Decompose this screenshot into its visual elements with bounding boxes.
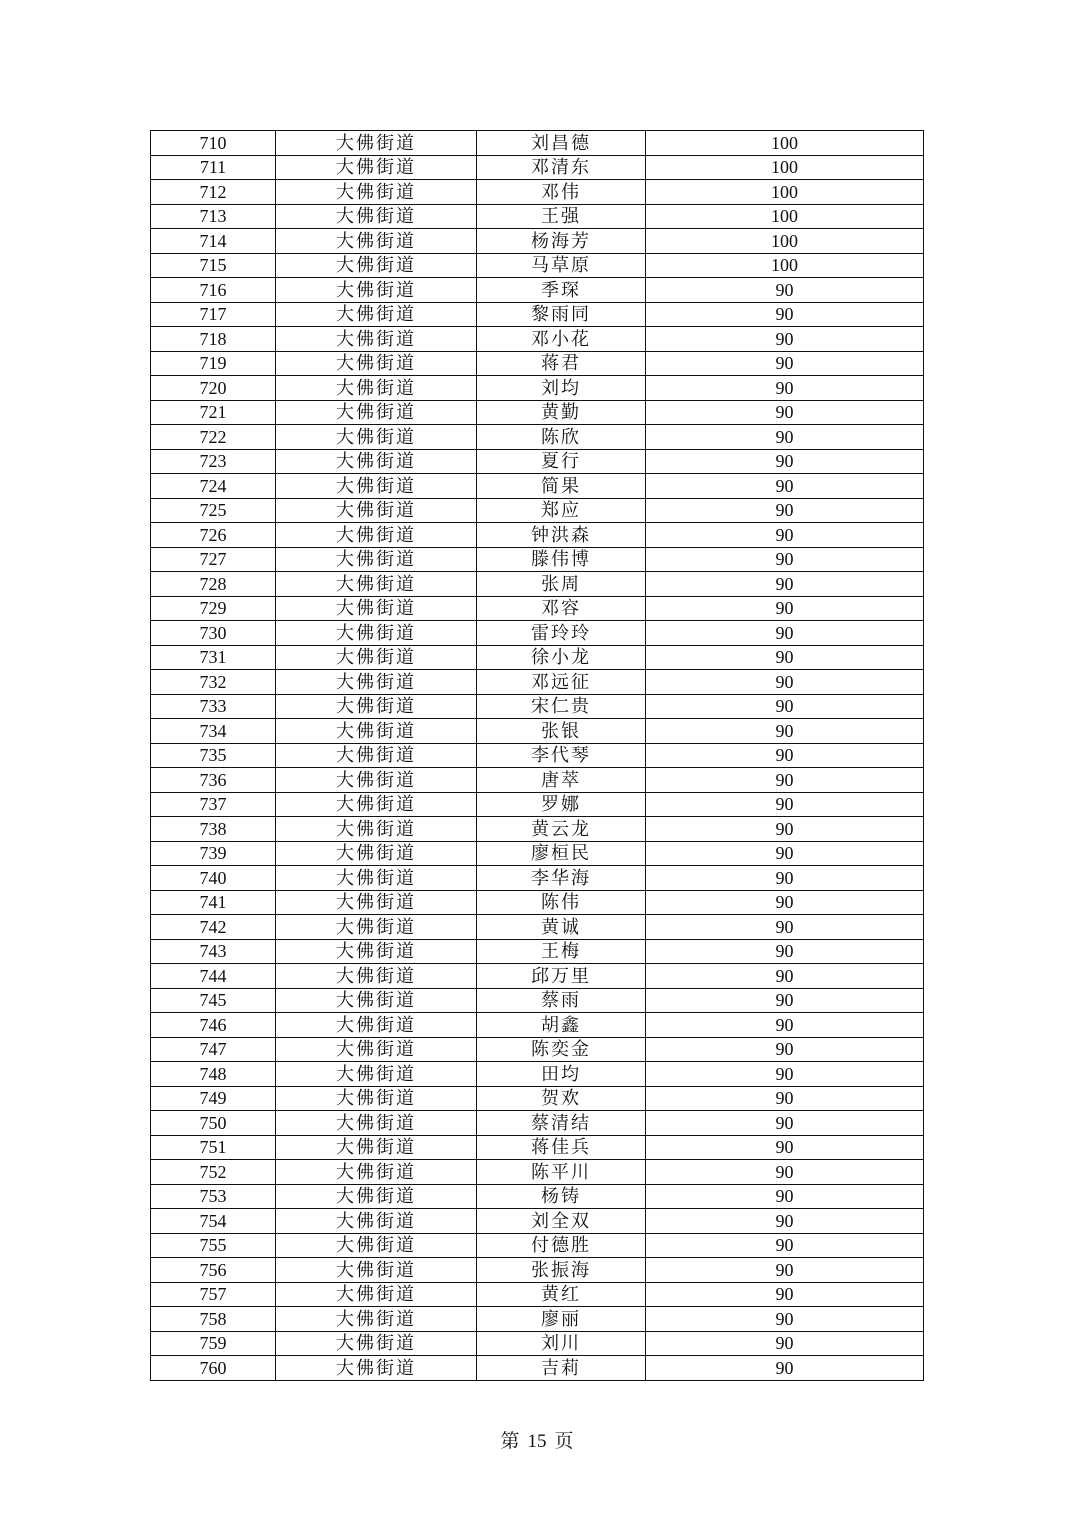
row-number-cell: 710 [151,131,276,156]
table-row [151,572,924,597]
name-cell: 刘昌德 [477,131,646,156]
row-number-cell: 714 [151,229,276,254]
score-cell: 100 [646,180,924,205]
row-number-cell: 747 [151,1037,276,1062]
table-row [151,939,924,964]
score-cell: 90 [646,1209,924,1234]
score-cell: 90 [646,817,924,842]
name-cell: 邓伟 [477,180,646,205]
name-cell: 简果 [477,474,646,499]
row-number-cell: 738 [151,817,276,842]
table-row [151,155,924,180]
roster-table-body [151,131,924,1381]
table-row [151,841,924,866]
row-number-cell: 736 [151,768,276,793]
table-row [151,743,924,768]
name-cell: 王梅 [477,939,646,964]
row-number-cell: 715 [151,253,276,278]
name-cell: 黄红 [477,1282,646,1307]
row-number-cell: 757 [151,1282,276,1307]
name-cell: 蒋佳兵 [477,1135,646,1160]
table-row [151,1209,924,1234]
table-row [151,302,924,327]
name-cell: 邓清东 [477,155,646,180]
table-row [151,817,924,842]
row-number-cell: 720 [151,376,276,401]
score-cell: 90 [646,1111,924,1136]
district-cell: 大佛街道 [276,1209,477,1234]
table-row [151,890,924,915]
district-cell: 大佛街道 [276,1037,477,1062]
name-cell: 张周 [477,572,646,597]
row-number-cell: 713 [151,204,276,229]
name-cell: 贺欢 [477,1086,646,1111]
name-cell: 廖桓民 [477,841,646,866]
table-row [151,327,924,352]
score-cell: 90 [646,596,924,621]
table-row [151,1258,924,1283]
row-number-cell: 748 [151,1062,276,1087]
score-cell: 90 [646,1135,924,1160]
district-cell: 大佛街道 [276,523,477,548]
row-number-cell: 721 [151,400,276,425]
score-cell: 90 [646,866,924,891]
district-cell: 大佛街道 [276,988,477,1013]
score-cell: 90 [646,327,924,352]
row-number-cell: 732 [151,670,276,695]
district-cell: 大佛街道 [276,1258,477,1283]
table-row [151,351,924,376]
row-number-cell: 737 [151,792,276,817]
footer-prefix: 第 [500,1431,520,1452]
table-row [151,1135,924,1160]
table-row [151,1356,924,1381]
table-row [151,915,924,940]
row-number-cell: 749 [151,1086,276,1111]
score-cell: 90 [646,1331,924,1356]
table-row [151,180,924,205]
score-cell: 90 [646,670,924,695]
district-cell: 大佛街道 [276,817,477,842]
score-cell: 90 [646,890,924,915]
row-number-cell: 731 [151,645,276,670]
row-number-cell: 711 [151,155,276,180]
table-row [151,253,924,278]
row-number-cell: 734 [151,719,276,744]
score-cell: 90 [646,1282,924,1307]
table-row [151,964,924,989]
district-cell: 大佛街道 [276,1184,477,1209]
name-cell: 王强 [477,204,646,229]
district-cell: 大佛街道 [276,547,477,572]
row-number-cell: 724 [151,474,276,499]
score-cell: 90 [646,1233,924,1258]
table-row [151,1307,924,1332]
row-number-cell: 717 [151,302,276,327]
name-cell: 刘川 [477,1331,646,1356]
table-row [151,1331,924,1356]
score-cell: 90 [646,425,924,450]
district-cell: 大佛街道 [276,1160,477,1185]
score-cell: 90 [646,621,924,646]
table-row [151,1062,924,1087]
score-cell: 90 [646,988,924,1013]
name-cell: 杨海芳 [477,229,646,254]
table-row [151,400,924,425]
table-row [151,694,924,719]
row-number-cell: 730 [151,621,276,646]
district-cell: 大佛街道 [276,253,477,278]
score-cell: 90 [646,841,924,866]
score-cell: 100 [646,229,924,254]
score-cell: 90 [646,1356,924,1381]
name-cell: 邱万里 [477,964,646,989]
name-cell: 田均 [477,1062,646,1087]
table-row [151,278,924,303]
name-cell: 宋仁贵 [477,694,646,719]
score-cell: 90 [646,915,924,940]
name-cell: 马草原 [477,253,646,278]
row-number-cell: 755 [151,1233,276,1258]
table-row [151,670,924,695]
table-row [151,1111,924,1136]
table-row [151,425,924,450]
district-cell: 大佛街道 [276,792,477,817]
name-cell: 夏行 [477,449,646,474]
score-cell: 90 [646,743,924,768]
table-row [151,719,924,744]
district-cell: 大佛街道 [276,645,477,670]
row-number-cell: 759 [151,1331,276,1356]
row-number-cell: 753 [151,1184,276,1209]
row-number-cell: 725 [151,498,276,523]
name-cell: 陈奕金 [477,1037,646,1062]
district-cell: 大佛街道 [276,474,477,499]
district-cell: 大佛街道 [276,302,477,327]
district-cell: 大佛街道 [276,1135,477,1160]
table-row [151,449,924,474]
score-cell: 90 [646,1184,924,1209]
district-cell: 大佛街道 [276,1356,477,1381]
district-cell: 大佛街道 [276,670,477,695]
district-cell: 大佛街道 [276,841,477,866]
district-cell: 大佛街道 [276,1062,477,1087]
name-cell: 罗娜 [477,792,646,817]
table-row [151,988,924,1013]
district-cell: 大佛街道 [276,498,477,523]
row-number-cell: 754 [151,1209,276,1234]
district-cell: 大佛街道 [276,449,477,474]
table-row [151,792,924,817]
name-cell: 黄诚 [477,915,646,940]
score-cell: 90 [646,1258,924,1283]
score-cell: 90 [646,547,924,572]
table-row [151,768,924,793]
table-row [151,1013,924,1038]
district-cell: 大佛街道 [276,768,477,793]
district-cell: 大佛街道 [276,229,477,254]
footer-suffix: 页 [554,1431,574,1452]
district-cell: 大佛街道 [276,915,477,940]
row-number-cell: 742 [151,915,276,940]
row-number-cell: 750 [151,1111,276,1136]
district-cell: 大佛街道 [276,204,477,229]
table-row [151,1184,924,1209]
score-cell: 90 [646,523,924,548]
name-cell: 邓容 [477,596,646,621]
table-row [151,547,924,572]
name-cell: 廖丽 [477,1307,646,1332]
district-cell: 大佛街道 [276,1086,477,1111]
district-cell: 大佛街道 [276,596,477,621]
name-cell: 黄勤 [477,400,646,425]
score-cell: 90 [646,1086,924,1111]
name-cell: 雷玲玲 [477,621,646,646]
name-cell: 陈欣 [477,425,646,450]
row-number-cell: 740 [151,866,276,891]
district-cell: 大佛街道 [276,400,477,425]
score-cell: 90 [646,302,924,327]
district-cell: 大佛街道 [276,131,477,156]
table-row [151,1282,924,1307]
row-number-cell: 727 [151,547,276,572]
score-cell: 90 [646,1160,924,1185]
name-cell: 滕伟博 [477,547,646,572]
table-row [151,229,924,254]
row-number-cell: 729 [151,596,276,621]
row-number-cell: 758 [151,1307,276,1332]
score-cell: 90 [646,939,924,964]
name-cell: 邓小花 [477,327,646,352]
name-cell: 付德胜 [477,1233,646,1258]
name-cell: 刘全双 [477,1209,646,1234]
district-cell: 大佛街道 [276,425,477,450]
table-row [151,645,924,670]
score-cell: 100 [646,155,924,180]
district-cell: 大佛街道 [276,351,477,376]
district-cell: 大佛街道 [276,572,477,597]
name-cell: 杨铸 [477,1184,646,1209]
score-cell: 90 [646,449,924,474]
row-number-cell: 743 [151,939,276,964]
row-number-cell: 719 [151,351,276,376]
score-cell: 100 [646,253,924,278]
district-cell: 大佛街道 [276,866,477,891]
row-number-cell: 728 [151,572,276,597]
score-cell: 90 [646,351,924,376]
district-cell: 大佛街道 [276,1307,477,1332]
table-row [151,376,924,401]
name-cell: 郑应 [477,498,646,523]
row-number-cell: 722 [151,425,276,450]
table-row [151,1233,924,1258]
score-cell: 90 [646,1037,924,1062]
score-cell: 90 [646,376,924,401]
name-cell: 黄云龙 [477,817,646,842]
score-cell: 90 [646,964,924,989]
row-number-cell: 745 [151,988,276,1013]
score-cell: 100 [646,204,924,229]
name-cell: 张银 [477,719,646,744]
district-cell: 大佛街道 [276,621,477,646]
table-row [151,621,924,646]
name-cell: 陈平川 [477,1160,646,1185]
name-cell: 张振海 [477,1258,646,1283]
district-cell: 大佛街道 [276,1233,477,1258]
district-cell: 大佛街道 [276,1331,477,1356]
row-number-cell: 723 [151,449,276,474]
score-cell: 90 [646,1307,924,1332]
name-cell: 胡鑫 [477,1013,646,1038]
table-row [151,1160,924,1185]
row-number-cell: 741 [151,890,276,915]
row-number-cell: 718 [151,327,276,352]
table-row [151,1037,924,1062]
row-number-cell: 733 [151,694,276,719]
row-number-cell: 751 [151,1135,276,1160]
table-row [151,596,924,621]
district-cell: 大佛街道 [276,890,477,915]
district-cell: 大佛街道 [276,278,477,303]
score-cell: 90 [646,1013,924,1038]
score-cell: 90 [646,768,924,793]
name-cell: 陈伟 [477,890,646,915]
name-cell: 李华海 [477,866,646,891]
row-number-cell: 744 [151,964,276,989]
table-row [151,1086,924,1111]
score-cell: 90 [646,719,924,744]
name-cell: 李代琴 [477,743,646,768]
score-cell: 90 [646,792,924,817]
name-cell: 徐小龙 [477,645,646,670]
district-cell: 大佛街道 [276,964,477,989]
roster-table [150,130,924,1381]
district-cell: 大佛街道 [276,743,477,768]
district-cell: 大佛街道 [276,1282,477,1307]
row-number-cell: 752 [151,1160,276,1185]
score-cell: 90 [646,645,924,670]
footer-page-number: 15 [527,1431,547,1452]
row-number-cell: 739 [151,841,276,866]
score-cell: 90 [646,572,924,597]
score-cell: 90 [646,278,924,303]
name-cell: 黎雨同 [477,302,646,327]
name-cell: 蔡雨 [477,988,646,1013]
district-cell: 大佛街道 [276,180,477,205]
district-cell: 大佛街道 [276,327,477,352]
name-cell: 蒋君 [477,351,646,376]
score-cell: 90 [646,498,924,523]
district-cell: 大佛街道 [276,1111,477,1136]
table-row [151,498,924,523]
table-row [151,866,924,891]
row-number-cell: 756 [151,1258,276,1283]
row-number-cell: 760 [151,1356,276,1381]
row-number-cell: 746 [151,1013,276,1038]
district-cell: 大佛街道 [276,939,477,964]
page-footer [0,1430,1074,1454]
name-cell: 吉莉 [477,1356,646,1381]
name-cell: 邓远征 [477,670,646,695]
table-row [151,523,924,548]
district-cell: 大佛街道 [276,719,477,744]
row-number-cell: 716 [151,278,276,303]
score-cell: 90 [646,1062,924,1087]
name-cell: 唐萃 [477,768,646,793]
district-cell: 大佛街道 [276,1013,477,1038]
name-cell: 蔡清结 [477,1111,646,1136]
row-number-cell: 726 [151,523,276,548]
table-row [151,204,924,229]
row-number-cell: 735 [151,743,276,768]
row-number-cell: 712 [151,180,276,205]
score-cell: 90 [646,400,924,425]
district-cell: 大佛街道 [276,155,477,180]
score-cell: 90 [646,474,924,499]
score-cell: 100 [646,131,924,156]
name-cell: 钟洪森 [477,523,646,548]
table-row [151,131,924,156]
name-cell: 季琛 [477,278,646,303]
district-cell: 大佛街道 [276,376,477,401]
table-row [151,474,924,499]
score-cell: 90 [646,694,924,719]
name-cell: 刘均 [477,376,646,401]
district-cell: 大佛街道 [276,694,477,719]
